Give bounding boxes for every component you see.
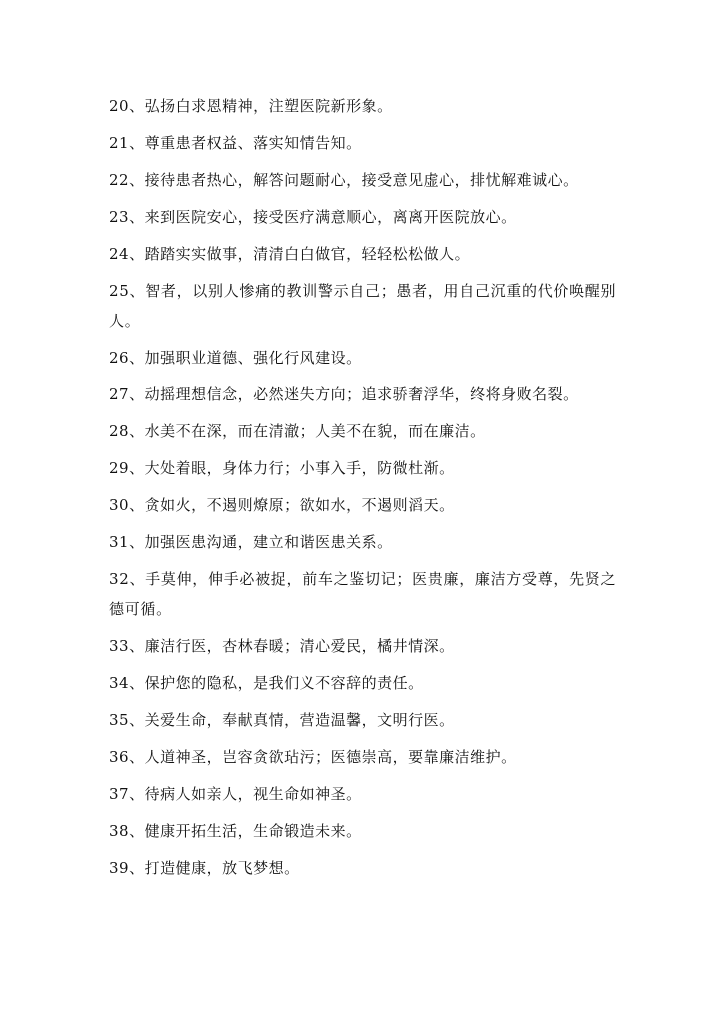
list-item — [109, 277, 619, 336]
list-item — [109, 380, 619, 410]
item-text: 待病人如亲人，视生命如神圣。 — [144, 784, 362, 803]
item-number: 26、 — [109, 348, 145, 367]
item-text: 动摇理想信念，必然迷失方向；追求骄奢浮华，终将身败名裂。 — [144, 385, 579, 404]
item-number: 33、 — [109, 636, 145, 655]
list-item — [109, 706, 619, 736]
item-number: 29、 — [109, 459, 145, 478]
item-text: 加强医患沟通，建立和谐医患关系。 — [144, 533, 393, 552]
item-number: 30、 — [109, 496, 145, 515]
list-item — [109, 344, 619, 374]
item-number: 25、 — [109, 281, 146, 300]
list-item — [109, 669, 619, 699]
item-number: 34、 — [109, 673, 145, 692]
item-text: 来到医院安心，接受医疗满意顺心，离离开医院放心。 — [144, 207, 517, 226]
item-text: 打造健康，放飞梦想。 — [144, 858, 300, 877]
item-number: 23、 — [109, 207, 145, 226]
item-text: 加强职业道德、强化行风建设。 — [144, 348, 362, 367]
item-number: 22、 — [109, 170, 145, 189]
item-text: 人道神圣，岂容贪欲玷污；医德崇高，要靠廉洁维护。 — [144, 747, 517, 766]
item-number: 28、 — [109, 422, 145, 441]
list-item — [109, 491, 619, 521]
item-text: 水美不在深，而在清澈；人美不在貌，而在廉洁。 — [144, 422, 486, 441]
item-text: 尊重患者权益、落实知情告知。 — [144, 133, 362, 152]
list-item — [109, 632, 619, 662]
item-text: 智者，以别人惨痛的教训警示自己；愚者，用自己沉重的代价唤醒别人。 — [109, 281, 617, 330]
item-text: 手莫伸，伸手必被捉，前车之鉴切记；医贵廉，廉洁方受尊，先贤之德可循。 — [109, 570, 617, 618]
list-item — [109, 417, 619, 447]
list-item — [109, 92, 619, 122]
list-item — [109, 817, 619, 847]
item-text: 弘扬白求恩精神，注塑医院新形象。 — [144, 97, 393, 115]
item-number: 21、 — [109, 133, 145, 152]
item-text: 廉洁行医，杏林春暖；清心爱民，橘井情深。 — [144, 636, 455, 655]
item-number: 20、 — [109, 97, 145, 115]
item-text: 保护您的隐私，是我们义不容辞的责任。 — [144, 673, 424, 692]
item-number: 35、 — [109, 710, 145, 729]
list-item — [109, 780, 619, 810]
item-text: 踏踏实实做事，清清白白做官，轻轻松松做人。 — [144, 244, 471, 263]
item-number: 24、 — [109, 244, 145, 263]
item-text: 接待患者热心，解答问题耐心，接受意见虚心，排忧解难诚心。 — [144, 170, 579, 189]
item-number: 37、 — [109, 784, 145, 803]
item-number: 31、 — [109, 533, 145, 552]
slogan-list — [109, 92, 619, 891]
list-item — [109, 129, 619, 159]
list-item — [109, 240, 619, 270]
list-item — [109, 454, 619, 484]
item-text: 贪如火，不遏则燎原；欲如水，不遏则滔天。 — [144, 496, 455, 515]
item-number: 27、 — [109, 385, 145, 404]
list-item — [109, 854, 619, 884]
list-item — [109, 565, 619, 624]
item-number: 38、 — [109, 821, 145, 840]
list-item — [109, 166, 619, 196]
list-item — [109, 743, 619, 773]
item-text: 大处着眼，身体力行；小事入手，防微杜渐。 — [144, 459, 455, 478]
list-item — [109, 203, 619, 233]
item-text: 关爱生命，奉献真情，营造温馨，文明行医。 — [144, 710, 455, 729]
list-item — [109, 528, 619, 558]
item-number: 32、 — [109, 570, 146, 589]
item-number: 39、 — [109, 858, 145, 877]
item-text: 健康开拓生活，生命锻造未来。 — [144, 821, 362, 840]
item-number: 36、 — [109, 747, 145, 766]
